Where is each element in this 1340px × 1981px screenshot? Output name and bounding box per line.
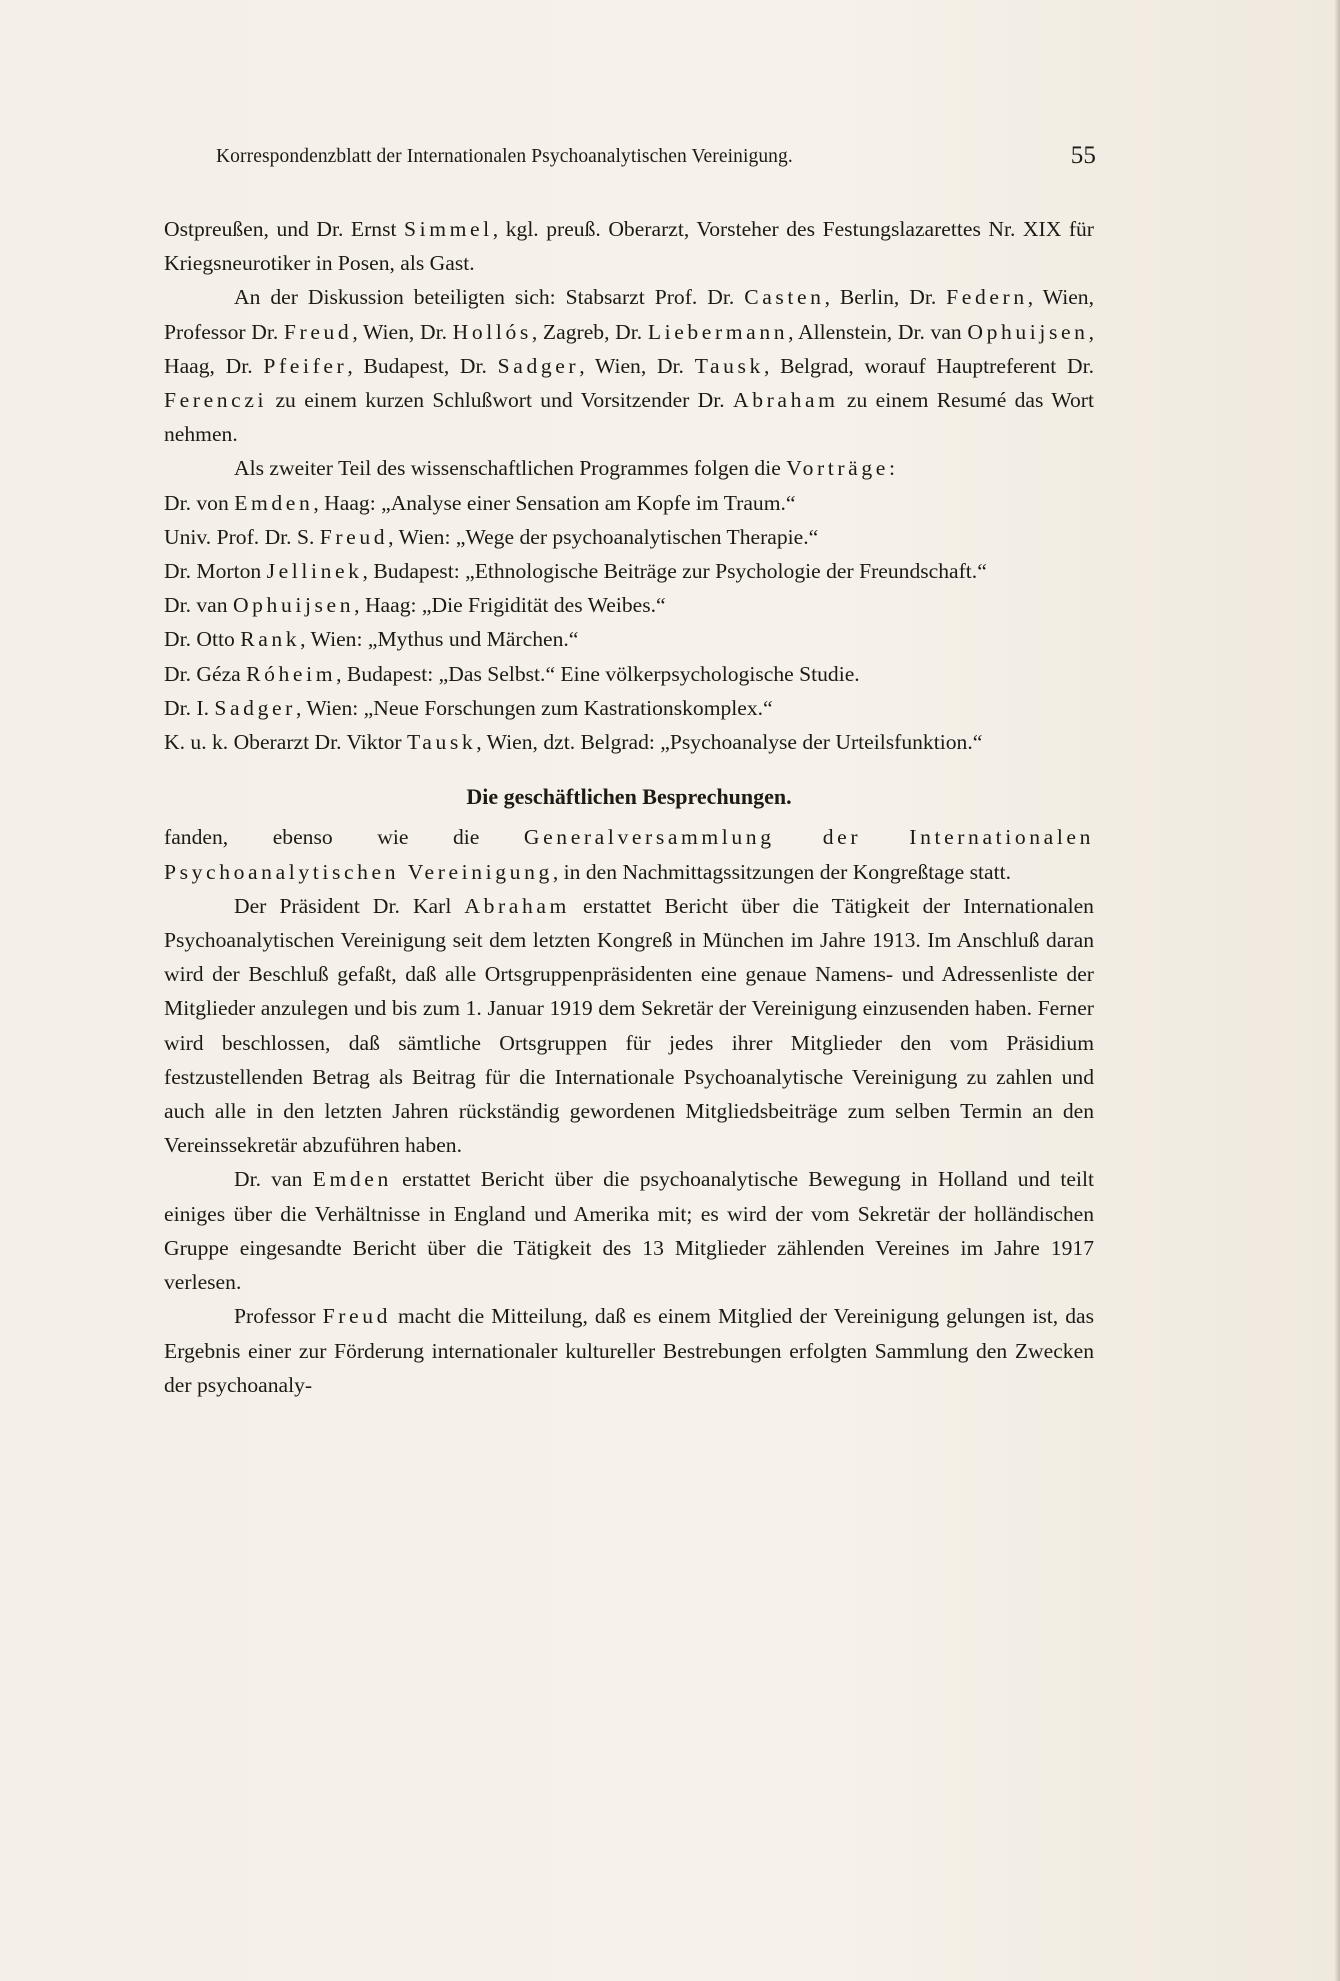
text-run: , Wien, Dr. bbox=[352, 319, 453, 344]
person-name: Emden bbox=[312, 1167, 392, 1192]
text-run: , in den Nachmittagssitzungen der Kongreßtage statt. bbox=[552, 859, 1012, 884]
section-heading: Die geschäftlichen Besprechungen. bbox=[466, 784, 792, 810]
text-run: , Haag: „Analyse einer Sensation am Kopfe im Traum.“ bbox=[313, 490, 796, 515]
person-name: Ophuijsen bbox=[967, 319, 1089, 344]
text-run: An der Diskussion beteiligten sich: Stabsarzt Prof. Dr. bbox=[234, 285, 745, 310]
lecture-entry bbox=[164, 486, 1094, 520]
person-name: Abraham bbox=[464, 893, 570, 918]
text-run: , Wien: „Neue Forschungen zum Kastrationskomplex.“ bbox=[295, 695, 773, 720]
text-run: macht die Mitteilung, daß es einem Mitglied der Vereinigung gelungen ist, das Ergebnis einer zur Förderung internationaler kultureller Bestrebungen erfolgten Sammlung den Zwecken der psychoanaly- bbox=[164, 1304, 1095, 1397]
lecture-entry bbox=[164, 554, 1094, 588]
text-run: Dr. van bbox=[164, 593, 233, 618]
person-name: Casten bbox=[744, 285, 825, 310]
person-name: Freud bbox=[319, 524, 389, 549]
person-name: Róheim bbox=[246, 661, 337, 686]
text-run: Als zweiter Teil des wissenschaftlichen Programmes folgen die bbox=[234, 456, 787, 481]
person-name: Emden bbox=[234, 490, 314, 515]
person-name: Freud bbox=[283, 319, 353, 344]
text-run: Professor bbox=[234, 1304, 323, 1329]
person-name: Rank bbox=[240, 627, 301, 652]
page-number: 55 bbox=[1070, 142, 1096, 169]
text-run: , Wien: „Wege der psychoanalytischen Therapie.“ bbox=[388, 524, 819, 549]
lecture-entry bbox=[164, 725, 1094, 759]
text-run: , Wien, Professor Dr. bbox=[164, 285, 1095, 344]
text-run: , Wien, dzt. Belgrad: „Psychoanalyse der Urteilsfunktion.“ bbox=[476, 730, 983, 755]
text-run: Univ. Prof. Dr. S. bbox=[164, 524, 320, 549]
person-name: Freud bbox=[322, 1304, 392, 1329]
page-edge-shadow bbox=[1334, 0, 1340, 1981]
text-run: , Wien, Dr. bbox=[579, 353, 695, 378]
text-run: erstattet Bericht über die Tätigkeit der Internationalen Psychoanalytischen Vereinigung seit dem letzten Kongreß in München im Jahre 1913. Im Anschluß daran wird der Beschluß gefaßt, daß alle Ortsgruppenpräsidenten eine genaue Namens- und Adressenliste der Mitglieder anzulegen und bis zum 1. Januar 1919 dem Sekretär der Vereinigung einzusenden haben. Ferner wird beschlossen, daß sämtliche Ortsgruppen für jedes ihrer Mitglieder den vom Präsidium festzustellenden Betrag als Beitrag für die Internationale Psychoanalytische Vereinigung zu zahlen und auch alle in den letzten Jahren rückständig gewordenen Mitgliedsbeiträge zum selben Termin an den Vereinssekretär abzuführen haben. bbox=[164, 893, 1094, 1158]
text-run: , Budapest, Dr. bbox=[347, 353, 498, 378]
text-run: , Wien: „Mythus und Märchen.“ bbox=[300, 627, 579, 652]
text-run: K. u. k. Oberarzt Dr. Viktor bbox=[164, 730, 407, 755]
emphasis-phrase: Generalversammlung der Internationalen Psychoanalytischen Vereinigung bbox=[164, 825, 1094, 884]
text-run: , Belgrad, worauf Hauptreferent Dr. bbox=[763, 353, 1095, 378]
lecture-entry bbox=[164, 691, 1094, 725]
paragraph-discussion bbox=[164, 280, 1094, 451]
lecture-list bbox=[164, 486, 1094, 760]
text-run: zu einem Resumé das Wort nehmen. bbox=[164, 388, 1094, 447]
body-text bbox=[164, 212, 1094, 1402]
person-name: Abraham bbox=[733, 388, 839, 413]
text-run: Dr. Géza bbox=[164, 661, 247, 686]
text-run: Dr. van bbox=[234, 1167, 313, 1192]
text-run: erstattet Bericht über die psychoanalytische Bewegung in Holland und teilt einiges über die Verhältnisse in England und Amerika mit; es wird der vom Sekretär der holländischen Gruppe eingesandte Bericht über die Tätigkeit des 13 Mitglieder zählenden Vereines im Jahre 1917 verlesen. bbox=[164, 1167, 1094, 1295]
text-run: , Haag: „Die Frigidität des Weibes.“ bbox=[354, 593, 666, 618]
lecture-entry bbox=[164, 520, 1094, 554]
text-run: fanden, ebenso wie die bbox=[164, 825, 524, 850]
text-run: , Budapest: „Das Selbst.“ Eine völkerpsychologische Studie. bbox=[336, 661, 860, 686]
text-run: Dr. Morton bbox=[164, 559, 267, 584]
text-run: , kgl. preuß. Oberarzt, Vorsteher des Festungslazarettes Nr. XIX für Kriegsneurotiker in Posen, als Gast. bbox=[164, 217, 1094, 276]
emphasis-word: Vorträge bbox=[786, 456, 889, 481]
person-name: Pfeifer bbox=[263, 353, 348, 378]
lecture-entry bbox=[164, 657, 1094, 691]
person-name: Liebermann bbox=[647, 319, 789, 344]
text-run: , Zagreb, Dr. bbox=[531, 319, 648, 344]
person-name: Jellinek bbox=[266, 559, 363, 584]
text-run: zu einem kurzen Schlußwort und Vorsitzender Dr. bbox=[267, 388, 734, 413]
text-run: Ostpreußen, und Dr. Ernst bbox=[164, 217, 404, 241]
paragraph-business bbox=[164, 820, 1094, 888]
text-run: , Allenstein, Dr. van bbox=[788, 319, 968, 344]
text-run: Dr. von bbox=[164, 490, 235, 515]
paragraph-lectures-intro bbox=[164, 451, 1094, 485]
person-name: Sadger bbox=[497, 353, 580, 378]
person-name: Sadger bbox=[214, 695, 296, 720]
person-name: Ferenczi bbox=[164, 388, 268, 413]
lecture-entry bbox=[164, 588, 1094, 622]
person-name: Federn bbox=[946, 285, 1028, 310]
paragraph-holland-report bbox=[164, 1162, 1094, 1299]
person-name: Hollós bbox=[452, 319, 532, 344]
text-run: : bbox=[888, 456, 895, 481]
lecture-entry bbox=[164, 622, 1094, 656]
paragraph-freud-announcement bbox=[164, 1299, 1094, 1402]
person-name: Tausk bbox=[406, 730, 477, 755]
paragraph-guests bbox=[164, 212, 1094, 280]
text-run: , Budapest: „Ethnologische Beiträge zur Psychologie der Freundschaft.“ bbox=[362, 559, 987, 584]
text-run: Dr. I. bbox=[164, 695, 215, 720]
text-run: , Berlin, Dr. bbox=[824, 285, 947, 310]
paragraph-president-report bbox=[164, 889, 1094, 1163]
person-name: Tausk bbox=[694, 353, 764, 378]
text-run: Der Präsident Dr. Karl bbox=[234, 893, 465, 918]
running-title: Korrespondenzblatt der Internationalen Psychoanalytischen Vereinigung. bbox=[216, 146, 793, 167]
person-name: Simmel bbox=[404, 217, 493, 241]
person-name: Ophuijsen bbox=[232, 593, 355, 618]
text-run: , Haag, Dr. bbox=[164, 319, 1094, 378]
text-run: Dr. Otto bbox=[164, 627, 241, 652]
